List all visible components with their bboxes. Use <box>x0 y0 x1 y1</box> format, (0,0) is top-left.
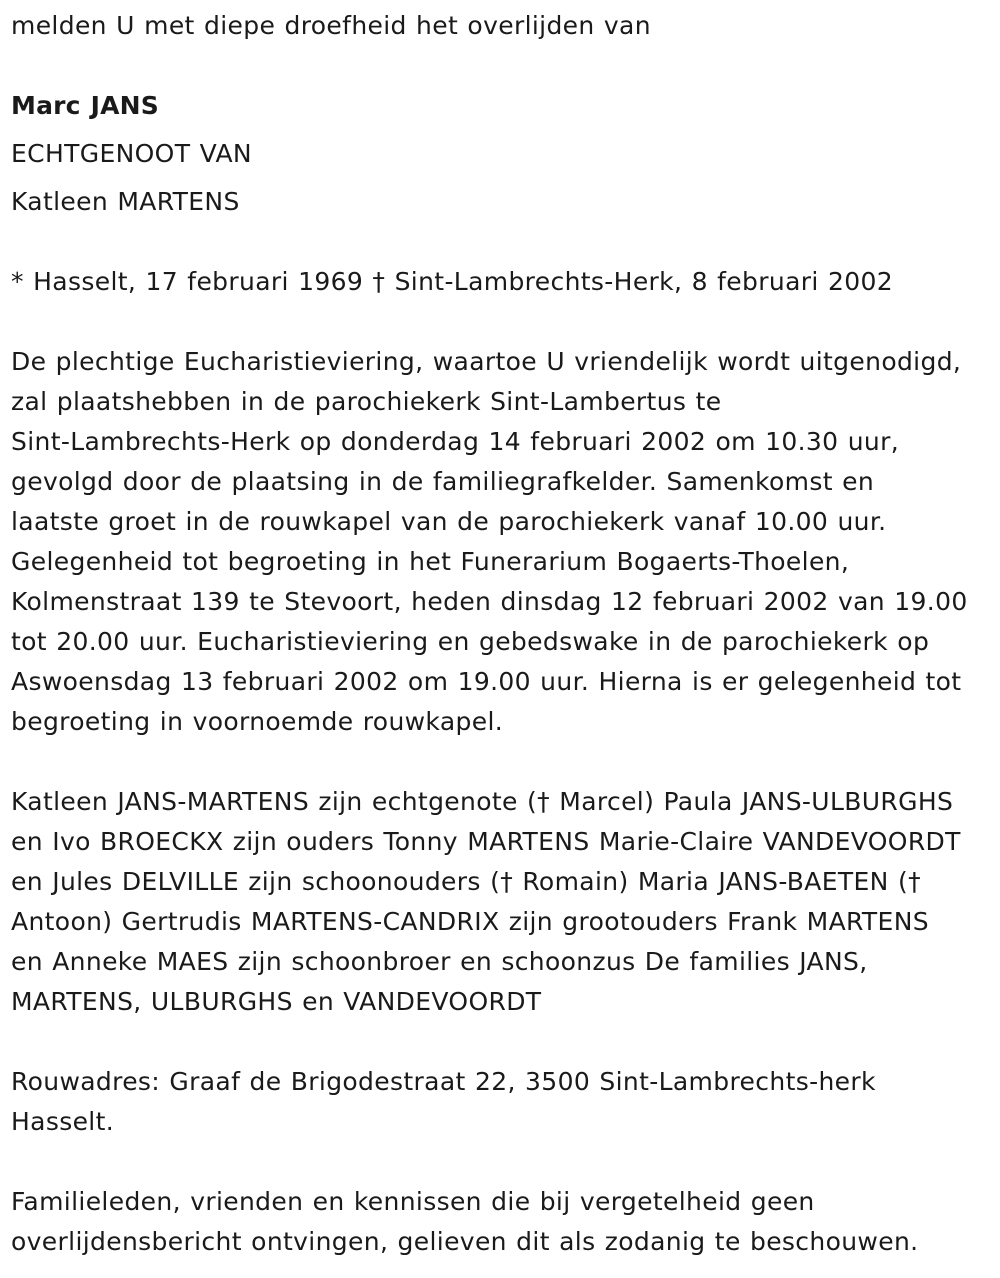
spouse-name: Katleen MARTENS <box>11 187 240 216</box>
mourning-address: Rouwadres: Graaf de Brigodestraat 22, 3500 Sint-Lambrechts-herk Hasselt. <box>11 1067 876 1136</box>
closing-paragraph: Familieleden, vrienden en kennissen die bij vergetelheid geen overlijdensbericht ontvingen, gelieven dit als zodanig te beschouwen. <box>11 1187 919 1256</box>
birth-death-line: * Hasselt, 17 februari 1969 † Sint-Lambrechts-Herk, 8 februari 2002 <box>11 267 893 296</box>
ceremony-paragraph: De plechtige Eucharistieviering, waartoe U vriendelijk wordt uitgenodigd, zal plaatshebben in de parochiekerk Sint-Lambertus te Sint-Lambrechts-Herk op donderdag 14 februari 2002 om 10.30 uur, gevolgd door de plaatsing in de familiegrafkelder. Samenkomst en laatste groet in de rouwkapel van de parochiekerk vanaf 10.00 uur. Gelegenheid tot begroeting in het Funerarium Bogaerts-Thoelen, Kolmenstraat 139 te Stevoort, heden dinsdag 12 februari 2002 van 19.00 tot 20.00 uur. Eucharistieviering en gebedswake in de parochiekerk op Aswoensdag 13 februari 2002 om 19.00 uur. Hierna is er gelegenheid tot begroeting in voornoemde rouwkapel. <box>11 347 968 736</box>
intro-line: melden U met diepe droefheid het overlijden van <box>11 11 651 40</box>
relation-label: ECHTGENOOT VAN <box>11 139 252 168</box>
family-paragraph: Katleen JANS-MARTENS zijn echtgenote († Marcel) Paula JANS-ULBURGHS en Ivo BROECKX zijn ouders Tonny MARTENS Marie-Claire VANDEVOORDT en Jules DELVILLE zijn schoonouders († Romain) Maria JANS-BAETEN († Antoon) Gertrudis MARTENS-CANDRIX zijn grootouders Frank MARTENS en Anneke MAES zijn schoonbroer en schoonzus De families JANS, MARTENS, ULBURGHS en VANDEVOORDT <box>11 787 961 1016</box>
deceased-name: Marc JANS <box>11 91 159 120</box>
